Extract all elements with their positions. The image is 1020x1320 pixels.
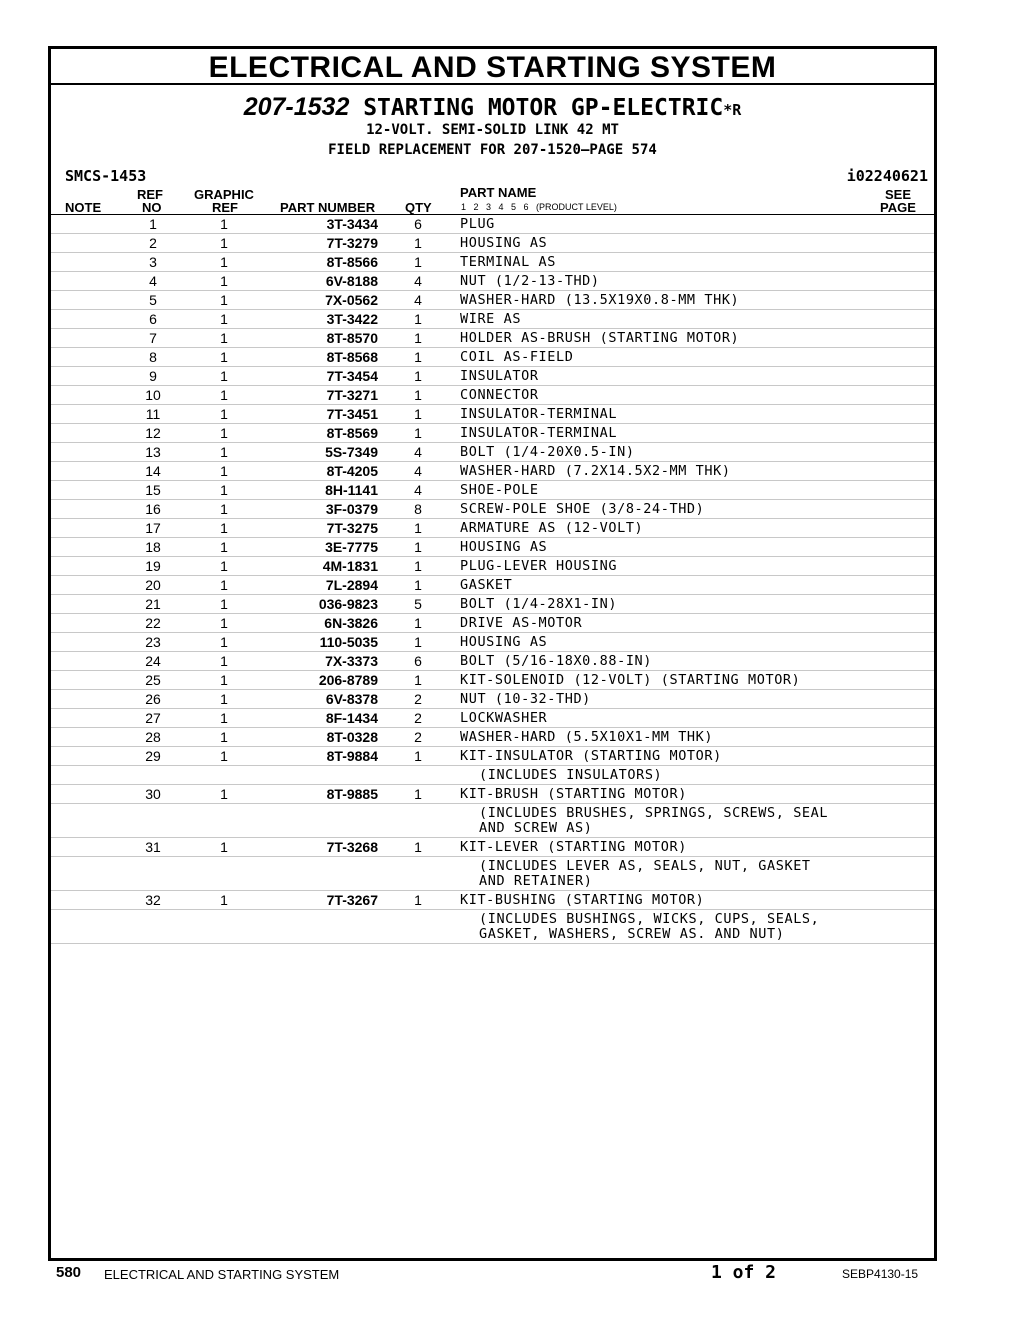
col-see-top: SEE (885, 187, 912, 202)
graphic-ref: 1 (220, 615, 228, 631)
part-number: 7T-3267 (326, 892, 378, 908)
part-name: PLUG (460, 216, 495, 232)
ref-number: 15 (145, 482, 161, 498)
part-number: 8T-4205 (326, 463, 378, 479)
ref-number: 28 (145, 729, 161, 745)
quantity: 4 (414, 273, 422, 289)
col-see-bottom: PAGE (880, 200, 916, 215)
part-name: COIL AS-FIELD (460, 349, 574, 365)
part-row (51, 386, 934, 405)
quantity: 1 (414, 615, 422, 631)
graphic-ref: 1 (220, 425, 228, 441)
graphic-ref: 1 (220, 672, 228, 688)
quantity: 1 (414, 672, 422, 688)
parts-page-frame (48, 46, 937, 1261)
group-number: 207-1532 (243, 93, 350, 121)
part-row (51, 690, 934, 709)
quantity: 1 (414, 406, 422, 422)
quantity: 1 (414, 254, 422, 270)
graphic-ref: 1 (220, 273, 228, 289)
group-suffix: *R (723, 101, 742, 119)
part-row (51, 785, 934, 804)
part-row (51, 891, 934, 910)
part-number: 8T-8570 (326, 330, 378, 346)
ref-number: 1 (149, 216, 157, 232)
col-graphic-top: GRAPHIC (194, 187, 254, 202)
part-row (51, 234, 934, 253)
part-number: 7T-3279 (326, 235, 378, 251)
ref-number: 10 (145, 387, 161, 403)
ref-number: 29 (145, 748, 161, 764)
part-row (51, 367, 934, 386)
part-row (51, 595, 934, 614)
parts-table-body (51, 215, 934, 944)
quantity: 4 (414, 444, 422, 460)
part-name: ARMATURE AS (12-VOLT) (460, 520, 644, 536)
quantity: 1 (414, 539, 422, 555)
graphic-ref: 1 (220, 729, 228, 745)
graphic-ref: 1 (220, 839, 228, 855)
graphic-ref: 1 (220, 387, 228, 403)
graphic-ref: 1 (220, 368, 228, 384)
ref-number: 8 (149, 349, 157, 365)
graphic-ref: 1 (220, 463, 228, 479)
ref-number: 6 (149, 311, 157, 327)
part-name: WIRE AS (460, 311, 522, 327)
ref-number: 27 (145, 710, 161, 726)
part-row (51, 633, 934, 652)
graphic-ref: 1 (220, 330, 228, 346)
graphic-ref: 1 (220, 254, 228, 270)
column-header (51, 187, 934, 215)
part-name: INSULATOR (460, 368, 539, 384)
part-name: WASHER-HARD (7.2X14.5X2-MM THK) (460, 463, 731, 479)
ref-number: 11 (145, 406, 161, 422)
part-row (51, 614, 934, 633)
part-number: 3E-7775 (325, 539, 378, 555)
part-name: INSULATOR-TERMINAL (460, 425, 618, 441)
quantity: 4 (414, 463, 422, 479)
part-row (51, 728, 934, 747)
part-number: 4M-1831 (322, 558, 378, 574)
quantity: 2 (414, 691, 422, 707)
part-note: (INCLUDES LEVER AS, SEALS, NUT, GASKET AND RETAINER) (479, 858, 811, 889)
part-row (51, 557, 934, 576)
ref-number: 24 (145, 653, 161, 669)
part-number: 8T-9884 (326, 748, 378, 764)
part-name: HOUSING AS (460, 235, 548, 251)
graphic-ref: 1 (220, 558, 228, 574)
col-qty: QTY (405, 200, 432, 215)
graphic-ref: 1 (220, 349, 228, 365)
part-row (51, 405, 934, 424)
quantity: 2 (414, 729, 422, 745)
section-title: ELECTRICAL AND STARTING SYSTEM (51, 49, 934, 85)
part-number: 7T-3451 (326, 406, 378, 422)
graphic-ref: 1 (220, 216, 228, 232)
part-name: WASHER-HARD (13.5X19X0.8-MM THK) (460, 292, 740, 308)
graphic-ref: 1 (220, 653, 228, 669)
part-row (51, 519, 934, 538)
part-row (51, 652, 934, 671)
quantity: 1 (414, 368, 422, 384)
part-name: HOUSING AS (460, 539, 548, 555)
part-name: WASHER-HARD (5.5X10X1-MM THK) (460, 729, 714, 745)
graphic-ref: 1 (220, 577, 228, 593)
ref-number: 32 (145, 892, 161, 908)
part-name: KIT-BUSHING (STARTING MOTOR) (460, 892, 705, 908)
ref-number: 4 (149, 273, 157, 289)
part-note-row (51, 766, 934, 785)
quantity: 1 (414, 748, 422, 764)
graphic-ref: 1 (220, 710, 228, 726)
graphic-ref: 1 (220, 786, 228, 802)
quantity: 6 (414, 216, 422, 232)
part-number: 8F-1434 (325, 710, 378, 726)
ref-number: 16 (145, 501, 161, 517)
part-number: 3T-3434 (326, 216, 378, 232)
ref-number: 20 (145, 577, 161, 593)
graphic-ref: 1 (220, 892, 228, 908)
ref-number: 13 (145, 444, 161, 460)
part-row (51, 215, 934, 234)
part-name: INSULATOR-TERMINAL (460, 406, 618, 422)
part-row (51, 481, 934, 500)
part-number: 7L-2894 (325, 577, 378, 593)
quantity: 1 (414, 387, 422, 403)
part-name: HOUSING AS (460, 634, 548, 650)
identifier-bar (51, 163, 934, 187)
graphic-ref: 1 (220, 444, 228, 460)
part-name: KIT-SOLENOID (12-VOLT) (STARTING MOTOR) (460, 672, 801, 688)
ref-number: 25 (145, 672, 161, 688)
part-name: NUT (10-32-THD) (460, 691, 591, 707)
graphic-ref: 1 (220, 406, 228, 422)
part-number: 8T-8568 (326, 349, 378, 365)
part-number: 8H-1141 (325, 482, 378, 498)
quantity: 1 (414, 330, 422, 346)
illustration-id: i02240621 (846, 167, 928, 185)
part-row (51, 538, 934, 557)
quantity: 8 (414, 501, 422, 517)
col-note: NOTE (65, 200, 102, 215)
footer-pagination: 1 of 2 (711, 1262, 777, 1283)
quantity: 2 (414, 710, 422, 726)
ref-number: 7 (149, 330, 157, 346)
quantity: 1 (414, 235, 422, 251)
quantity: 5 (414, 596, 422, 612)
graphic-ref: 1 (220, 235, 228, 251)
ref-number: 30 (145, 786, 161, 802)
page-footer (0, 1264, 1020, 1288)
quantity: 4 (414, 292, 422, 308)
ref-number: 22 (145, 615, 161, 631)
ref-number: 2 (149, 235, 157, 251)
smcs-code: SMCS-1453 (65, 167, 147, 185)
ref-number: 14 (145, 463, 161, 479)
graphic-ref: 1 (220, 596, 228, 612)
part-name: PLUG-LEVER HOUSING (460, 558, 618, 574)
part-row (51, 709, 934, 728)
part-number: 110-5035 (319, 634, 378, 650)
ref-number: 17 (145, 520, 161, 536)
part-number: 036-9823 (318, 596, 378, 612)
ref-number: 12 (145, 425, 161, 441)
part-row (51, 747, 934, 766)
part-row (51, 310, 934, 329)
part-row (51, 576, 934, 595)
graphic-ref: 1 (220, 482, 228, 498)
part-row (51, 424, 934, 443)
part-row (51, 838, 934, 857)
part-note-row (51, 857, 934, 891)
part-number: 7T-3271 (326, 387, 378, 403)
part-row (51, 443, 934, 462)
graphic-ref: 1 (220, 539, 228, 555)
part-row (51, 671, 934, 690)
quantity: 4 (414, 482, 422, 498)
part-note: (INCLUDES BRUSHES, SPRINGS, SCREWS, SEAL AND SCREW AS) (479, 805, 829, 836)
part-row (51, 462, 934, 481)
part-number: 8T-0328 (326, 729, 378, 745)
footer-page-number: 580 (56, 1264, 82, 1281)
quantity: 1 (414, 520, 422, 536)
part-name: KIT-BRUSH (STARTING MOTOR) (460, 786, 687, 802)
quantity: 1 (414, 634, 422, 650)
part-name: CONNECTOR (460, 387, 539, 403)
part-name: BOLT (1/4-28X1-IN) (460, 596, 618, 612)
col-part-name: PART NAME (460, 185, 537, 200)
quantity: 1 (414, 892, 422, 908)
part-number: 5S-7349 (325, 444, 378, 460)
col-product-levels: 1 2 3 4 5 6 (PRODUCT LEVEL) (461, 202, 617, 212)
graphic-ref: 1 (220, 311, 228, 327)
footer-doc-id: SEBP4130-15 (842, 1267, 919, 1281)
graphic-ref: 1 (220, 634, 228, 650)
ref-number: 26 (145, 691, 161, 707)
part-name: KIT-INSULATOR (STARTING MOTOR) (460, 748, 722, 764)
quantity: 1 (414, 311, 422, 327)
graphic-ref: 1 (220, 748, 228, 764)
part-number: 6N-3826 (324, 615, 378, 631)
part-note-row (51, 804, 934, 838)
part-number: 7T-3275 (326, 520, 378, 536)
part-number: 8T-8569 (326, 425, 378, 441)
group-title (51, 94, 934, 120)
ref-number: 31 (145, 839, 161, 855)
graphic-ref: 1 (220, 501, 228, 517)
part-number: 8T-8566 (326, 254, 378, 270)
ref-number: 9 (149, 368, 157, 384)
ref-number: 3 (149, 254, 157, 270)
part-row (51, 348, 934, 367)
part-number: 6V-8378 (325, 691, 378, 707)
part-number: 7T-3268 (326, 839, 378, 855)
part-name: GASKET (460, 577, 513, 593)
part-number: 7T-3454 (326, 368, 378, 384)
ref-number: 18 (145, 539, 161, 555)
subtitle-line-2: FIELD REPLACEMENT FOR 207-1520—PAGE 574 (328, 142, 657, 158)
quantity: 1 (414, 349, 422, 365)
part-row (51, 291, 934, 310)
part-row (51, 329, 934, 348)
part-name: LOCKWASHER (460, 710, 548, 726)
col-graphic-bottom: REF (212, 200, 238, 215)
ref-number: 19 (145, 558, 161, 574)
subtitle-line-1: 12-VOLT. SEMI-SOLID LINK 42 MT (366, 122, 619, 138)
part-number: 3T-3422 (326, 311, 378, 327)
part-name: SHOE-POLE (460, 482, 539, 498)
part-number: 6V-8188 (325, 273, 378, 289)
part-note-row (51, 910, 934, 944)
part-row (51, 272, 934, 291)
quantity: 1 (414, 786, 422, 802)
part-number: 7X-0562 (325, 292, 378, 308)
ref-number: 21 (145, 596, 161, 612)
part-name: DRIVE AS-MOTOR (460, 615, 583, 631)
part-name: BOLT (1/4-20X0.5-IN) (460, 444, 635, 460)
part-number: 8T-9885 (326, 786, 378, 802)
part-number: 3F-0379 (325, 501, 378, 517)
graphic-ref: 1 (220, 520, 228, 536)
col-ref-bottom: NO (142, 200, 162, 215)
part-name: HOLDER AS-BRUSH (STARTING MOTOR) (460, 330, 740, 346)
part-number: 7X-3373 (325, 653, 378, 669)
part-name: KIT-LEVER (STARTING MOTOR) (460, 839, 687, 855)
part-row (51, 253, 934, 272)
ref-number: 23 (145, 634, 161, 650)
quantity: 1 (414, 425, 422, 441)
part-row (51, 500, 934, 519)
ref-number: 5 (149, 292, 157, 308)
quantity: 1 (414, 558, 422, 574)
part-name: BOLT (5/16-18X0.88-IN) (460, 653, 653, 669)
part-name: TERMINAL AS (460, 254, 557, 270)
quantity: 6 (414, 653, 422, 669)
footer-section: ELECTRICAL AND STARTING SYSTEM (104, 1267, 340, 1282)
part-note: (INCLUDES INSULATORS) (479, 767, 663, 783)
part-number: 206-8789 (318, 672, 378, 688)
part-note: (INCLUDES BUSHINGS, WICKS, CUPS, SEALS, GASKET, WASHERS, SCREW AS. AND NUT) (479, 911, 820, 942)
col-part-number: PART NUMBER (280, 200, 376, 215)
graphic-ref: 1 (220, 691, 228, 707)
quantity: 1 (414, 839, 422, 855)
part-name: NUT (1/2-13-THD) (460, 273, 600, 289)
graphic-ref: 1 (220, 292, 228, 308)
col-ref-top: REF (137, 187, 163, 202)
quantity: 1 (414, 577, 422, 593)
group-name: STARTING MOTOR GP-ELECTRIC (349, 95, 724, 121)
part-name: SCREW-POLE SHOE (3/8-24-THD) (460, 501, 705, 517)
